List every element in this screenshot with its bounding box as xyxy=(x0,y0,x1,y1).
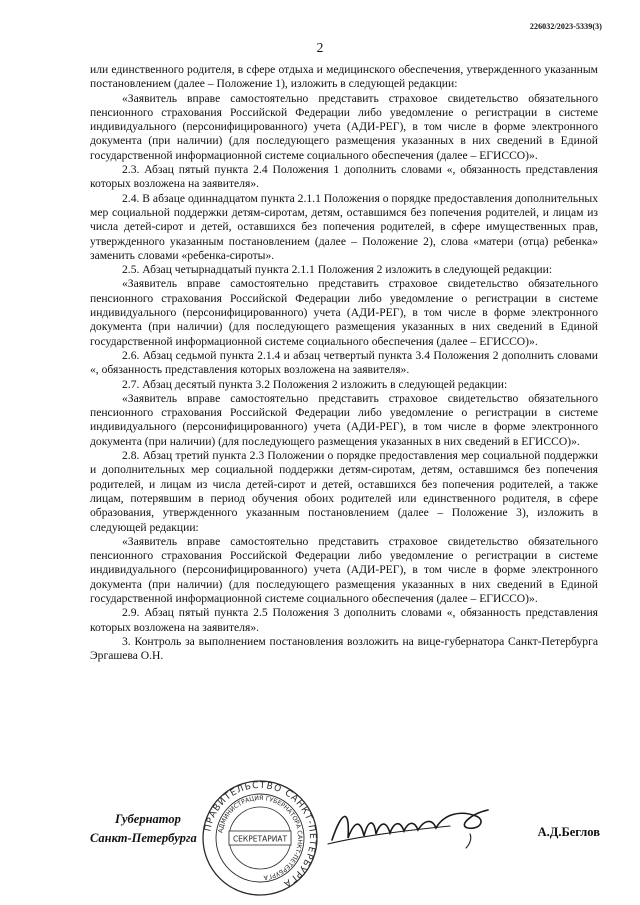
paragraph-3: 3. Контроль за выполнением постановления возложить на вице-губернатора Санкт-Петербурга Эргашева О.Н. xyxy=(90,634,598,663)
paragraph-2-8: 2.8. Абзац третий пункта 2.3 Положении о порядке предоставления мер социальной поддержки и дополнительных мер социальной поддержки детям-сиротам, детям, оставшимся без попечения родителей, и лицам из числа детей-сирот и детей, оставшихся без попечения родителей, а также лицам, потерявшим в период обучения обоих родителей или единственного родителя, в сфере образования, утвержденного указанным постановлением (далее – Положение 3), изложить в следующей редакции: xyxy=(90,449,598,534)
paragraph-2-3: 2.3. Абзац пятый пункта 2.4 Положения 1 дополнить словами «, обязанность представления которых возложена на заявителя». xyxy=(90,163,598,191)
paragraph-quote: «Заявитель вправе самостоятельно представить страховое свидетельство обязательного пенсионного страхования Российской Федерации либо уведомление о регистрации в системе индивидуального (персонифицированного) учета (АДИ-РЕГ), в том числе в форме электронного документа (при наличии) (для последующего размещения указанных в них сведений в ЕГИССО)». xyxy=(90,391,598,448)
seal-inner-text: АДМИНИСТРАЦИЯ ГУБЕРНАТОРА САНКТ-ПЕТЕРБУРГА xyxy=(217,794,304,881)
signatory-title-line2: Санкт-Петербурга xyxy=(90,831,197,845)
paragraph-2-4: 2.4. В абзаце одиннадцатом пункта 2.1.1 Положения о порядке предоставления дополнительных мер социальной поддержки детям-сиротам, детям, оставшимся без попечения родителей, и лицам из числа детей-сирот и детей, оставшихся без попечения родителей, в сфере имущественных прав, утвержденного указанным постановлением (далее – Положение 2), слова «матери (отца) ребенка» заменить словами «ребенка-сироты». xyxy=(90,191,599,262)
signatory-name: А.Д.Беглов xyxy=(537,825,600,839)
paragraph-2-5: 2.5. Абзац четырнадцатый пункта 2.1.1 Положения 2 изложить в следующей редакции: xyxy=(122,263,553,277)
signatory-title-line1: Губернатор xyxy=(115,812,181,826)
seal-center-text: СЕКРЕТАРИАТ xyxy=(232,834,288,844)
paragraph-2-7: 2.7. Абзац десятый пункта 3.2 Положения 2 изложить в следующей редакции: xyxy=(122,377,508,391)
signature-block xyxy=(0,780,640,905)
page-number: 2 xyxy=(316,40,324,55)
document-body xyxy=(90,63,598,663)
paragraph-quote: «Заявитель вправе самостоятельно представить страховое свидетельство обязательного пенсионного страхования Российской Федерации либо уведомление о регистрации в системе индивидуального (персонифицированного) учета (АДИ-РЕГ), в том числе в форме электронного документа (при наличии) (для последующего размещения указанных в них сведений в Единой государственной информационной системе социального обеспечения (далее – ЕГИССО)». xyxy=(90,277,598,348)
seal-outer-text: ПРАВИТЕЛЬСТВО САНКТ-ПЕТЕРБУРГА xyxy=(203,780,318,889)
document-number: 226032/2023-5339(3) xyxy=(529,22,602,31)
paragraph-quote: «Заявитель вправе самостоятельно представить страховое свидетельство обязательного пенсионного страхования Российской Федерации либо уведомление о регистрации в системе индивидуального (персонифицированного) учета (АДИ-РЕГ), в том числе в форме электронного документа (при наличии) (для последующего размещения указанных в них сведений в Единой государственной информационной системе социального обеспечения (далее – ЕГИССО)». xyxy=(90,534,598,605)
paragraph: или единственного родителя, в сфере отдыха и медицинского обеспечения, утвержденного указанным постановлением (далее – Положение 1), изложить в следующей редакции: xyxy=(90,63,598,91)
handwritten-signature xyxy=(320,800,510,860)
paragraph-quote: «Заявитель вправе самостоятельно представить страховое свидетельство обязательного пенсионного страхования Российской Федерации либо уведомление о регистрации в системе индивидуального (персонифицированного) учета (АДИ-РЕГ), в том числе в форме электронного документа (при наличии) (для последующего размещения указанных в них сведений в Единой государственной информационной системе социального обеспечения (далее – ЕГИССО)». xyxy=(90,91,598,162)
paragraph-2-6: 2.6. Абзац седьмой пункта 2.1.4 и абзац четвертый пункта 3.4 Положения 2 дополнить словами «, обязанность представления которых возложена на заявителя». xyxy=(90,348,598,377)
official-seal-stamp xyxy=(200,778,320,898)
paragraph-2-9: 2.9. Абзац пятый пункта 2.5 Положения 3 дополнить словами «, обязанность представления которых возложена на заявителя». xyxy=(90,606,598,634)
